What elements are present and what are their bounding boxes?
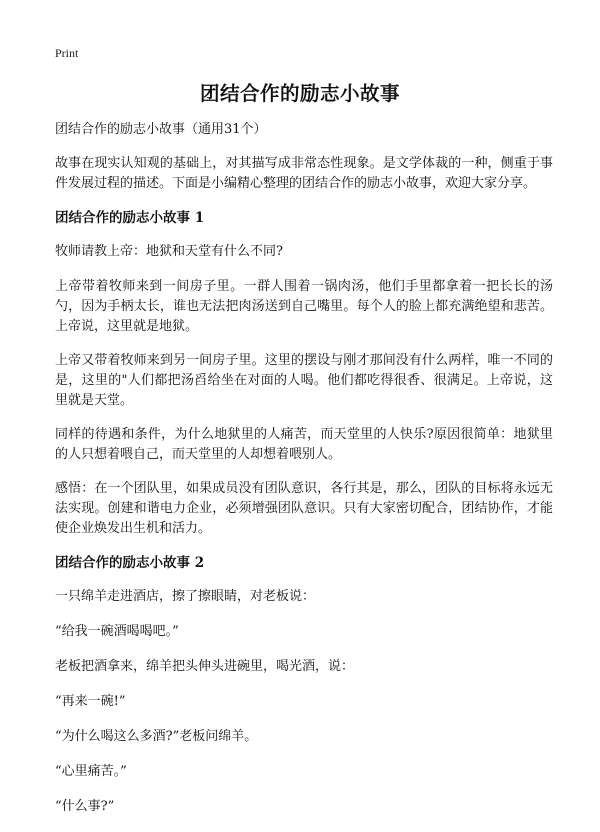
paragraph: “给我一碗酒喝喝吧。” xyxy=(55,624,179,639)
paragraph: “为什么喝这么多酒?”老板问绵羊。 xyxy=(55,729,258,744)
paragraph: 感悟：在一个团队里，如果成员没有团队意识，各行其是，那么，团队的目标将永远无法实现。创建和谐电力企业，必须增强团队意识。只有大家密切配合，团结协作，才能使企业焕发出生机和活力。 xyxy=(55,481,553,536)
paragraph: 上帝又带着牧师来到另一间房子里。这里的摆设与刚才那间没有什么两样，唯一不同的是，这里的"人们都把汤舀给坐在对面的人喝。他们都吃得很香、很满足。上帝说，这里就是天堂。 xyxy=(55,353,553,408)
paragraph: 一只绵羊走进酒店，擦了擦眼睛，对老板说： xyxy=(55,589,316,604)
paragraph: 上帝带着牧师来到一间房子里。一群人围着一锅肉汤，他们手里都拿着一把长长的汤勺，因为手柄太长，谁也无法把肉汤送到自己嘴里。每个人的脸上都充满绝望和悲苦。上帝说，这里就是地狱。 xyxy=(55,279,553,334)
paragraph: “什么事?” xyxy=(55,799,115,814)
paragraph: 同样的待遇和条件，为什么地狱里的人痛苦，而天堂里的人快乐?原因很简单：地狱里的人只想着喂自己，而天堂里的人却想着喂别人。 xyxy=(55,427,553,462)
document-body xyxy=(55,120,553,832)
document-title: 团结合作的励志小故事 xyxy=(199,82,400,105)
paragraph: 牧师请教上帝：地狱和天堂有什么不同? xyxy=(55,244,283,259)
intro-paragraph: 故事在现实认知观的基础上，对其描写成非常态性现象。是文学体裁的一种，侧重于事件发展过程的描述。下面是小编精心整理的团结合作的励志小故事，欢迎大家分享。 xyxy=(55,156,553,191)
paragraph: 老板把酒拿来，绵羊把头伸头进碗里，喝光酒，说： xyxy=(55,659,355,674)
paragraph: “心里痛苦。” xyxy=(55,764,127,779)
paragraph: “再来一碗!” xyxy=(55,694,126,709)
document-subtitle: 团结合作的励志小故事（通用31个） xyxy=(55,122,267,137)
print-label: Print xyxy=(55,46,79,60)
section-heading-1: 团结合作的励志小故事 1 xyxy=(55,210,205,226)
section-heading-2: 团结合作的励志小故事 2 xyxy=(55,555,205,571)
